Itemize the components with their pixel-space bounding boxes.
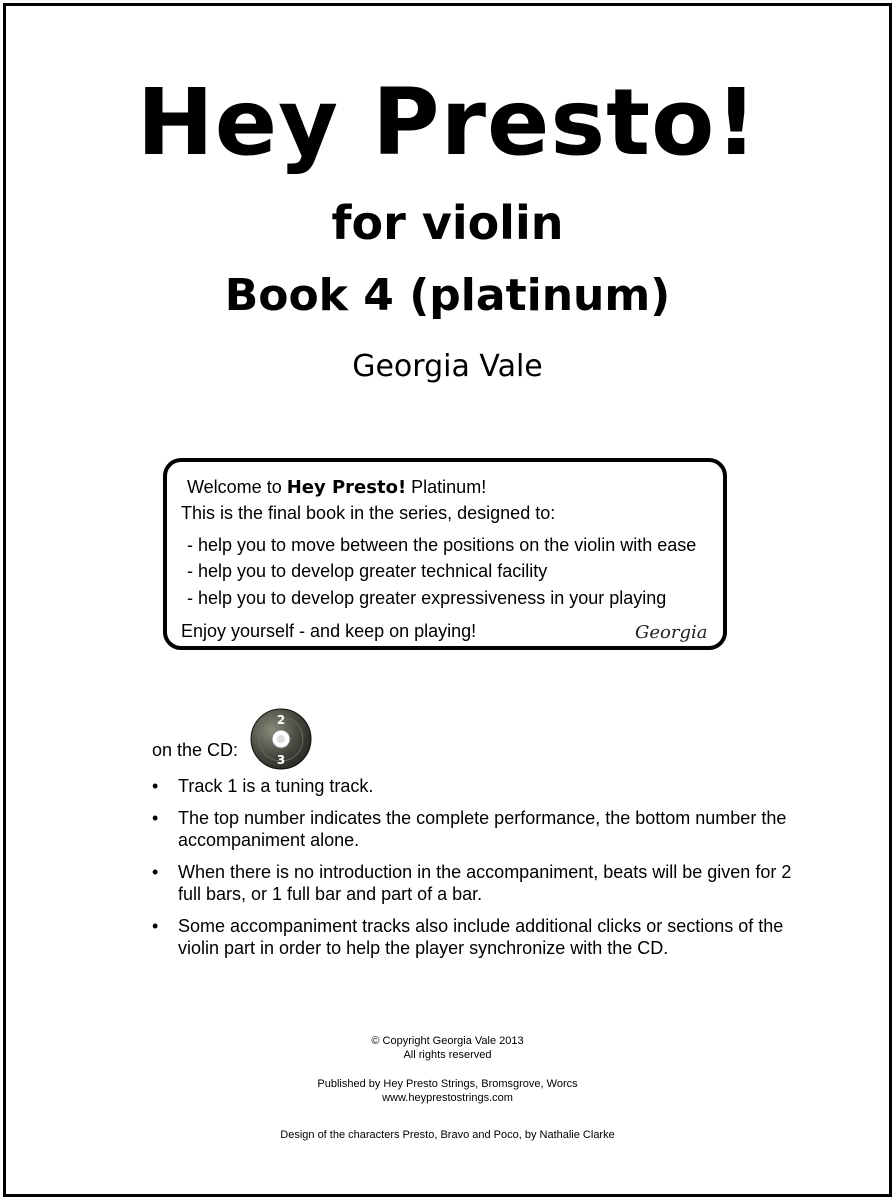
series-intro: This is the final book in the series, designed to: xyxy=(181,503,556,523)
cd-bottom-number: 3 xyxy=(276,753,286,767)
closing-line: Enjoy yourself - and keep on playing! xyxy=(181,621,477,641)
design-credit: Design of the characters Presto, Bravo and Poco, by Nathalie Clarke xyxy=(280,1129,615,1141)
list-item xyxy=(152,775,792,797)
bullet: • xyxy=(152,808,159,828)
cd-note-text: The top number indicates the complete performance, the bottom number the accompaniment alone. xyxy=(178,808,787,850)
publisher-info: Published by Hey Presto Strings, Bromsgrove, Worcs xyxy=(317,1078,578,1090)
book-subtitle-volume: Book 4 (platinum) xyxy=(224,270,671,321)
cd-disc-icon xyxy=(250,708,312,770)
bullet: • xyxy=(152,916,159,936)
aim-item: - help you to develop greater expressiveness in your playing xyxy=(187,588,667,608)
list-item xyxy=(152,915,792,959)
book-subtitle-instrument: for violin xyxy=(331,196,564,250)
bullet: • xyxy=(152,776,159,796)
signature: Georgia xyxy=(635,622,708,643)
author-name: Georgia Vale xyxy=(352,349,543,384)
bullet: • xyxy=(152,862,159,882)
cd-note-text: Some accompaniment tracks also include additional clicks or sections of the violin part in order to help the player synchronize with the CD. xyxy=(178,916,784,958)
cd-label: on the CD: xyxy=(152,740,239,760)
book-title: Hey Presto! xyxy=(136,69,759,176)
welcome-box xyxy=(163,458,727,650)
copyright-notice: © Copyright Georgia Vale 2013 xyxy=(371,1035,524,1047)
cd-notes-list xyxy=(152,775,792,969)
welcome-brand: Hey Presto! xyxy=(286,477,407,498)
aim-item: - help you to develop greater technical facility xyxy=(187,561,548,581)
cd-note-text: Track 1 is a tuning track. xyxy=(178,776,374,796)
aim-item: - help you to move between the positions on the violin with ease xyxy=(187,535,697,555)
website-link[interactable]: www.heyprestostrings.com xyxy=(382,1092,513,1104)
welcome-line xyxy=(187,478,486,498)
cd-note-text: When there is no introduction in the accompaniment, beats will be given for 2 full bars, or 1 full bar and part of a bar. xyxy=(178,862,792,904)
welcome-suffix: Platinum! xyxy=(406,477,487,497)
list-item xyxy=(152,807,792,851)
rights-notice: All rights reserved xyxy=(403,1049,492,1061)
welcome-prefix: Welcome to xyxy=(187,477,287,497)
cd-top-number: 2 xyxy=(276,713,286,727)
list-item xyxy=(152,861,792,905)
